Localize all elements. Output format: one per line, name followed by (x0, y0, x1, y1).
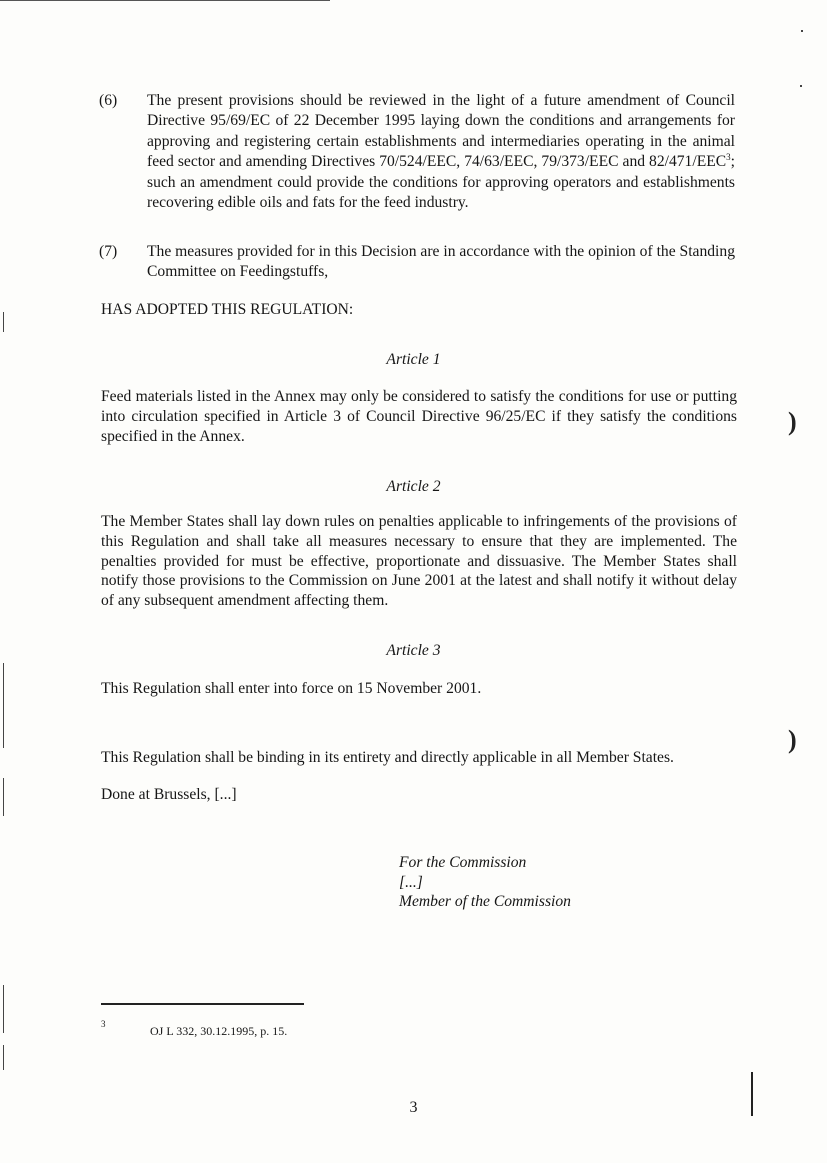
punch-hole-mark: ) (788, 407, 797, 436)
scan-margin-mark (3, 1045, 4, 1070)
binding-statement: This Regulation shall be binding in its entirety and directly applicable in all Member States. (101, 749, 674, 766)
scan-top-rule (0, 0, 330, 1)
done-at-line: Done at Brussels, [...] (101, 786, 237, 803)
scan-margin-mark (751, 1072, 753, 1116)
adoption-statement: HAS ADOPTED THIS REGULATION: (101, 301, 354, 318)
punch-hole-mark: ) (788, 725, 797, 754)
signature-block (399, 853, 571, 912)
footnote-mark: 3 (101, 1019, 106, 1029)
footnote-reference: 3 (726, 152, 731, 163)
scan-margin-mark (3, 312, 4, 332)
footnote-text: OJ L 332, 30.12.1995, p. 15. (150, 1024, 288, 1038)
scan-speck (800, 85, 802, 87)
recital-number: (6) (99, 92, 118, 109)
article-1-heading: Article 1 (386, 351, 441, 368)
recital-text (147, 91, 735, 213)
article-2-heading: Article 2 (386, 478, 441, 495)
recital-text-main: The present provisions should be reviewed in the light of a future amendment of Council Directive 95/69/EC of 22 December 1995 laying down the conditions and arrangements for approving and registering certain establishments and intermediaries operating in the animal feed sector and amending Directives 70/524/EEC, 74/63/EEC, 79/373/EEC and 82/471/EEC (147, 92, 735, 171)
article-2-text: The Member States shall lay down rules on penalties applicable to infringements of the provisions of this Regulation and shall take all measures necessary to ensure that they are implemented. The penalties provided for must be effective, proportionate and dissuasive. The Member States shall notify those provisions to the Commission on June 2001 at the latest and shall notify it without delay of any subsequent amendment affecting them. (101, 513, 737, 610)
signature-line-3: Member of the Commission (399, 893, 571, 910)
recital-number: (7) (99, 243, 118, 260)
scan-speck (801, 30, 803, 32)
scan-margin-mark (3, 663, 4, 748)
scan-margin-mark (3, 778, 4, 816)
page-number: 3 (409, 1099, 418, 1116)
article-3-text: This Regulation shall enter into force on 15 November 2001. (101, 680, 482, 697)
signature-line-1: For the Commission (399, 854, 527, 871)
signature-line-2: [...] (399, 873, 423, 891)
article-1-text: Feed materials listed in the Annex may only be considered to satisfy the conditions for use or putting into circulation specified in Article 3 of Council Directive 96/25/EC if they satisfy the conditions specified in the Annex. (101, 388, 737, 445)
recital-text-tail: ; such an amendment could provide the conditions for approving operators and establishments recovering edible oils and fats for the feed industry. (147, 153, 735, 212)
footnote-rule (101, 1003, 304, 1005)
scan-margin-mark (3, 985, 4, 1033)
recital-text: The measures provided for in this Decision are in accordance with the opinion of the Standing Committee on Feedingstuffs, (147, 243, 735, 281)
article-3-heading: Article 3 (386, 642, 441, 659)
